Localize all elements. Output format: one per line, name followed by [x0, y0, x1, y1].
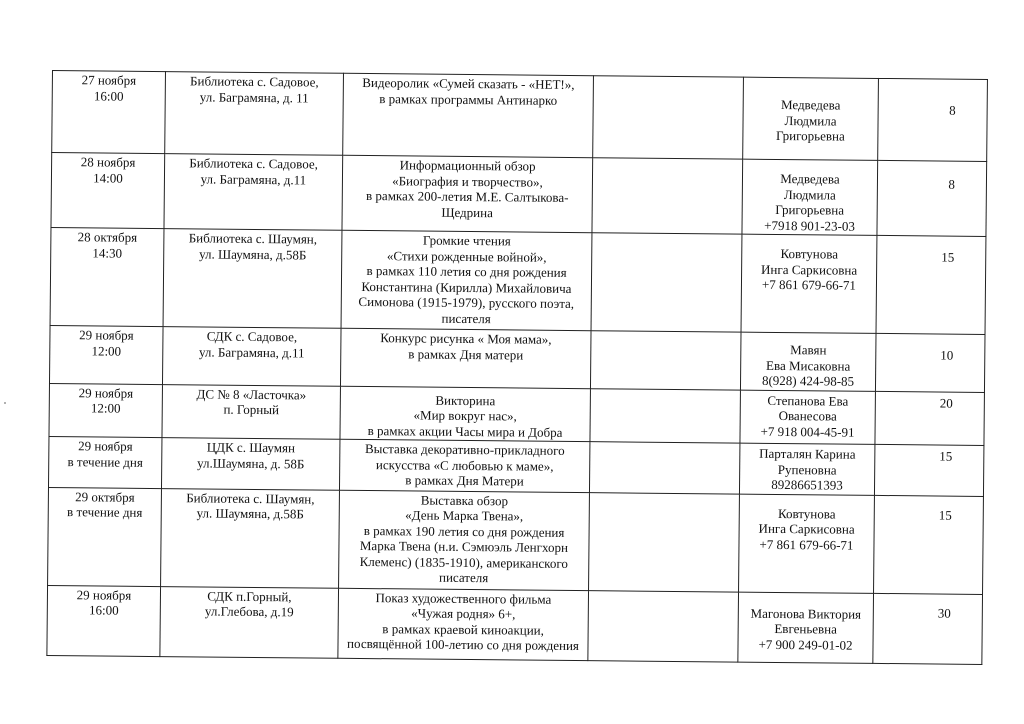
- table-row: [51, 153, 987, 237]
- event-cell: Викторина «Мир вокруг нас», в рамках акции Часы мира и Добра: [340, 386, 591, 442]
- venue-cell: Библиотека с. Шаумян, ул. Шаумяна, д.58Б: [163, 229, 342, 329]
- date-cell: 27 ноября 16:00: [52, 71, 166, 154]
- events-table: [46, 70, 988, 664]
- venue-cell: Библиотека с. Садовое, ул. Баграмяна, д.11: [164, 154, 343, 231]
- contact-cell: Мавян Ева Мисаковна 8(928) 424-98-85: [740, 332, 876, 391]
- table-row: [49, 325, 985, 391]
- contact-cell: Ковтунова Инга Саркисовна +7 861 679-66-71: [739, 494, 875, 593]
- event-cell: Громкие чтения «Стихи рожденные войной», в рамках 110 летия со дня рождения Константина (Кирилла) Михайловича Симонова (1915-1979), русского поэта, писателя: [341, 230, 592, 330]
- contact-cell: Ковтунова Инга Саркисовна +7 861 679-66-71: [741, 234, 877, 333]
- date-cell: 29 ноября 16:00: [47, 585, 161, 656]
- note-cell: [589, 492, 740, 591]
- table-row: [49, 383, 984, 445]
- event-cell: Конкурс рисунка « Моя мама», в рамках Дня матери: [340, 328, 591, 388]
- note-cell: [592, 158, 743, 234]
- note-cell: [589, 442, 739, 494]
- note-cell: [593, 76, 744, 159]
- note-cell: [588, 590, 739, 661]
- date-cell: 29 октября в течение дня: [48, 487, 162, 586]
- contact-cell: Магонова Виктория Евгеньевна +7 900 249-01-02: [738, 592, 874, 663]
- participants-cell: 10: [875, 333, 985, 392]
- venue-cell: СДК с. Садовое, ул. Баграмяна, д.11: [162, 327, 341, 386]
- date-cell: 28 ноября 14:00: [51, 153, 165, 229]
- note-cell: [590, 331, 741, 390]
- participants-cell: 15: [876, 235, 986, 334]
- event-cell: Видеоролик «Сумей сказать - «НЕТ!», в рамках программы Антинарко: [343, 73, 594, 157]
- table-row: [47, 585, 983, 664]
- event-cell: Показ художественного фильма «Чужая родня» 6+, в рамках краевой киноакции, посвящённой 100-летию со дня рождения: [338, 588, 589, 660]
- event-cell: Информационный обзор «Биография и творчество», в рамках 200-летия М.Е. Салтыкова- Щедрина: [342, 155, 593, 232]
- date-cell: 29 ноября 12:00: [49, 383, 163, 438]
- table-row: [52, 71, 988, 162]
- event-cell: Выставка декоративно-прикладного искусства «С любовью к маме», в рамках Дня Матери: [339, 439, 589, 492]
- date-cell: 28 октября 14:30: [50, 227, 164, 326]
- venue-cell: Библиотека с. Шаумян, ул. Шаумяна, д.58Б: [161, 488, 340, 588]
- date-cell: 29 ноября 12:00: [49, 325, 163, 384]
- venue-cell: ЦДК с. Шаумян ул.Шаумяна, д. 58Б: [161, 438, 339, 490]
- table-row: [50, 227, 986, 334]
- scan-speck: [4, 402, 6, 404]
- contact-cell: Степанова Ева Ованесова +7 918 004-45-91: [740, 390, 876, 445]
- table-row: [48, 436, 983, 495]
- contact-cell: Медведева Людмила Григорьевна: [743, 77, 879, 160]
- participants-cell: 30: [873, 593, 983, 664]
- event-cell: Выставка обзор «День Марка Твена», в рамках 190 летия со дня рождения Марка Твена (н.и. Сэмюэль Ленгхорн Клеменс) (1835-1910), американского писателя: [339, 490, 590, 590]
- contact-cell: Медведева Людмила Григорьевна +7918 901-23-03: [742, 159, 878, 235]
- venue-cell: ДС № 8 «Ласточка» п. Горный: [162, 384, 341, 439]
- participants-cell: 8: [877, 160, 987, 236]
- venue-cell: Библиотека с. Садовое, ул. Баграмяна, д. 11: [165, 72, 344, 156]
- note-cell: [590, 388, 741, 443]
- participants-cell: 15: [874, 495, 984, 594]
- contact-cell: Парталян Карина Рупеновна 89286651393: [739, 443, 874, 495]
- participants-cell: 8: [878, 78, 988, 161]
- note-cell: [591, 233, 742, 332]
- participants-cell: 20: [875, 391, 985, 446]
- schedule-sheet: [46, 70, 988, 664]
- venue-cell: СДК п.Горный, ул.Глебова, д.19: [160, 586, 339, 658]
- table-row: [48, 487, 984, 594]
- participants-cell: 15: [874, 444, 983, 496]
- date-cell: 29 ноября в течение дня: [48, 436, 161, 488]
